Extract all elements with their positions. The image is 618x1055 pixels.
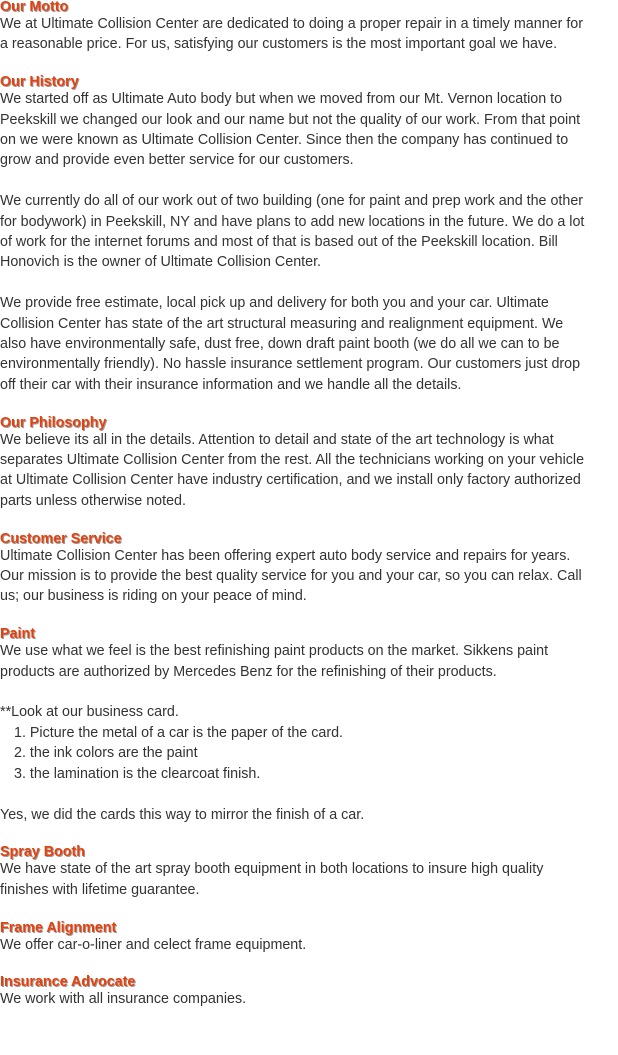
spray-booth-section [0, 845, 618, 900]
spray-booth-heading: Spray Booth [0, 844, 85, 861]
motto-heading: Our Motto [0, 0, 69, 15]
history-heading: Our History [0, 74, 79, 91]
history-paragraph-3: We provide free estimate, local pick up and delivery for both you and your car. Ultimate Collision Center has state of the art structural measuring and realignment equipment. We also have environmentally safe, dust free, down draft paint booth (we do all we can to be environmentally friendly). No hassle insurance settlement program. Our customers just drop off their car with their insurance information and we handle all the details. [0, 295, 581, 393]
business-card-item-2: 2. the ink colors are the paint [14, 745, 198, 762]
paint-section [0, 627, 618, 825]
philosophy-heading: Our Philosophy [0, 414, 107, 431]
history-section [0, 75, 618, 395]
philosophy-section [0, 416, 618, 512]
business-card-item-3: 3. the lamination is the clearcoat finish. [14, 765, 261, 782]
philosophy-text: We believe its all in the details. Attention to detail and state of the art technology is what separates Ultimate Collision Center from the rest. All the technicians working on your vehicle at Ultimate Collision Center have industry certification, and we install only factory authorized parts unless otherwise noted. [0, 431, 585, 509]
paint-heading: Paint [0, 626, 35, 643]
history-paragraph-2: We currently do all of our work out of two building (one for paint and prep work and the other for bodywork) in Peekskill, NY and have plans to add new locations in the future. We do a lot of work for the internet forums and most of that is based out of the Peekskill location. Bill Honovich is the owner of Ultimate Collision Center. [0, 193, 585, 271]
customer-service-heading: Customer Service [0, 530, 122, 547]
insurance-text: We work with all insurance companies. [0, 991, 247, 1008]
insurance-heading: Insurance Advocate [0, 974, 136, 991]
customer-service-section [0, 532, 618, 607]
business-card-outro: Yes, we did the cards this way to mirror the finish of a car. [0, 806, 365, 823]
motto-section [0, 0, 618, 55]
business-card-intro: **Look at our business card. [0, 704, 179, 721]
motto-text: We at Ultimate Collision Center are dedicated to doing a proper repair in a timely manner for a reasonable price. For us, satisfying our customers is the most important goal we have. [0, 16, 584, 53]
frame-alignment-heading: Frame Alignment [0, 919, 117, 936]
insurance-section [0, 975, 618, 1009]
frame-alignment-section [0, 921, 618, 955]
history-paragraph-1: We started off as Ultimate Auto body but when we moved from our Mt. Vernon location to Peekskill we changed our look and our name but not the quality of our work. From that point on we were known as Ultimate Collision Center. Since then the company has continued to grow and provide even better service for our customers. [0, 91, 581, 169]
business-card-item-1: 1. Picture the metal of a car is the paper of the card. [14, 724, 344, 741]
paint-text: We use what we feel is the best refinishing paint products on the market. Sikkens paint products are authorized by Mercedes Benz for the refinishing of their products. [0, 643, 549, 680]
spray-booth-text: We have state of the art spray booth equipment in both locations to insure high quality finishes with lifetime guarantee. [0, 861, 544, 898]
frame-alignment-text: We offer car-o-liner and celect frame equipment. [0, 936, 307, 953]
customer-service-text: Ultimate Collision Center has been offering expert auto body service and repairs for years. Our mission is to provide the best quality service for you and your car, so you can relax. Call us; our business is riding on your peace of mind. [0, 547, 582, 605]
